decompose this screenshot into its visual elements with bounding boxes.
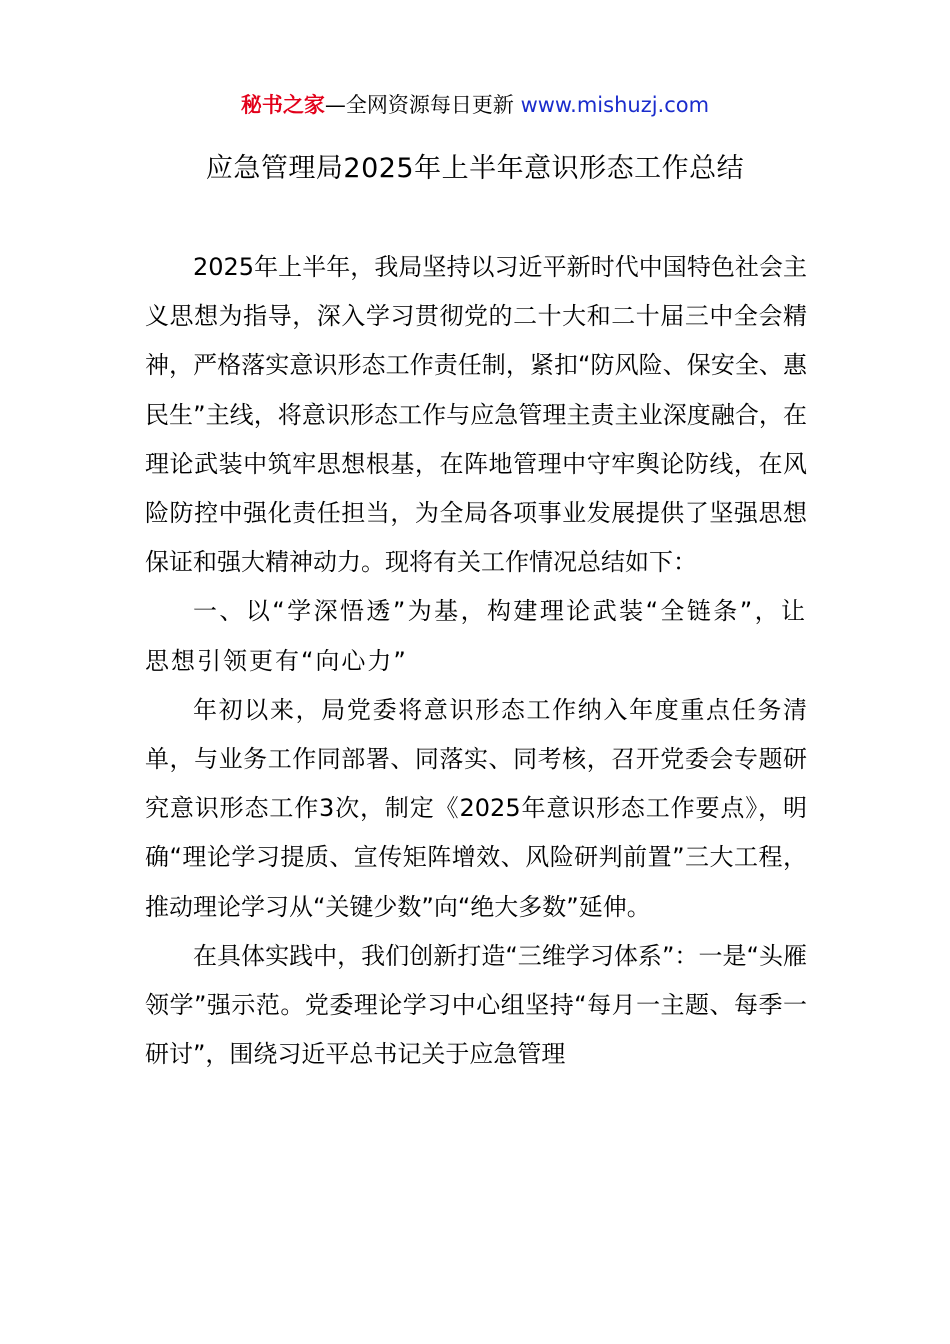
intro-paragraph: 2025年上半年，我局坚持以习近平新时代中国特色社会主义思想为指导，深入学习贯彻党的二十大和二十届三中全会精神，严格落实意识形态工作责任制，紧扣“防风险、保安全、惠民生”主线，将意识形态工作与应急管理主责主业深度融合，在理论武装中筑牢思想根基，在阵地管理中守牢舆论防线，在风险防控中强化责任担当，为全局各项事业发展提供了坚强思想保证和强大精神动力。现将有关工作情况总结如下： [145,253,807,577]
site-banner [0,88,950,122]
brand-name: 秘书之家 [240,93,325,117]
document-body [145,243,807,1079]
body-paragraph: 年初以来，局党委将意识形态工作纳入年度重点任务清单，与业务工作同部署、同落实、同考核，召开党委会专题研究意识形态工作3次，制定《2025年意识形态工作要点》，明确“理论学习提质、宣传矩阵增效、风险研判前置”三大工程，推动理论学习从“关键少数”向“绝大多数”延伸。 [145,695,807,921]
document-title: 应急管理局2025年上半年意识形态工作总结 [205,153,745,184]
banner-tagline: —全网资源每日更新 [324,93,521,117]
site-url-link[interactable]: www.mishuzj.com [520,93,710,117]
section-heading-1: 一、以“学深悟透”为基，构建理论武装“全链条”，让思想引领更有“向心力” [145,597,807,675]
body-paragraph: 在具体实践中，我们创新打造“三维学习体系”：一是“头雁领学”强示范。党委理论学习中心组坚持“每月一主题、每季一研讨”，围绕习近平总书记关于应急管理 [145,941,807,1069]
